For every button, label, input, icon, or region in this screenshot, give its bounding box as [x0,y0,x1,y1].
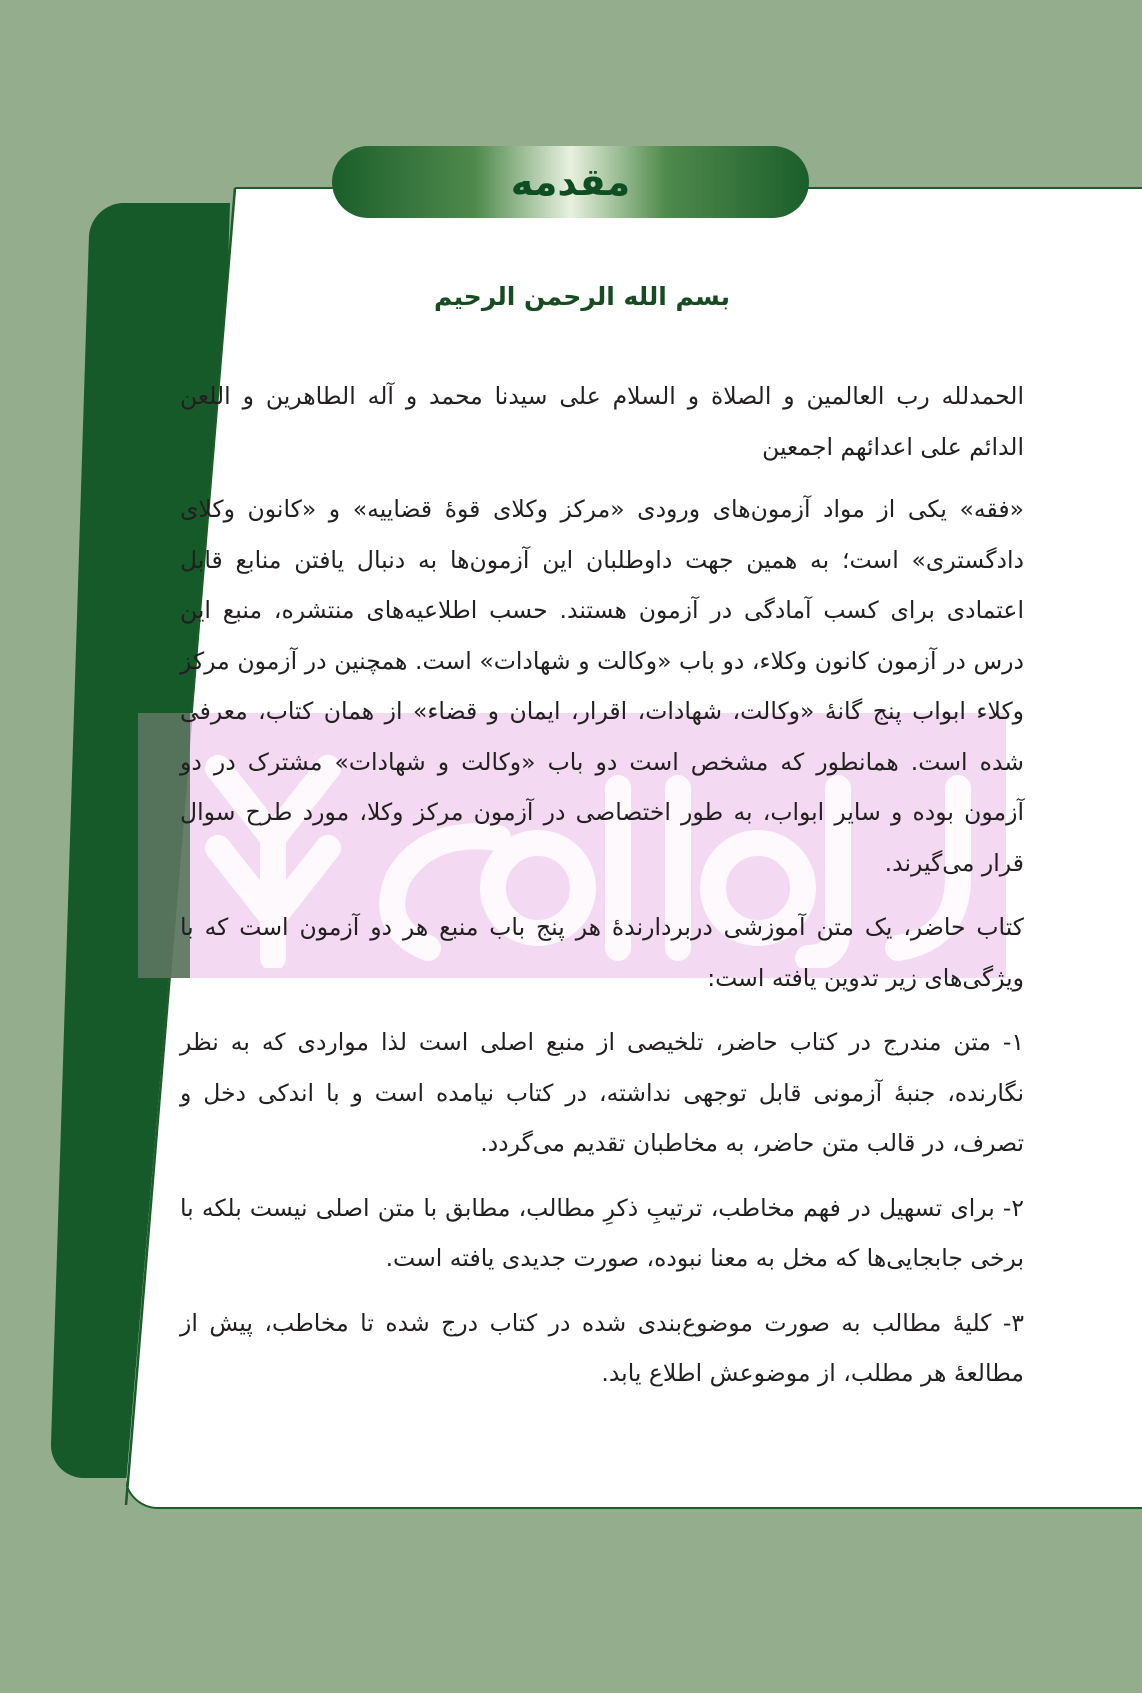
intro-paragraph: «فقه» یکی از مواد آزمون‌های ورودی «مرکز وکلای قوهٔ قضاییه» و «کانون وکلای دادگستری» است؛ به همین جهت داوطلبان این آزمون‌ها به دنبال یافتن منابع قابل اعتمادی برای کسب آمادگی در آزمون هستند. حسب اطلاعیه‌های منتشره، منبع این درس در آزمون کانون وکلاء، دو باب «وکالت و شهادات» است. همچنین در آزمون مرکز وکلاء ابواب پنج گانهٔ «وکالت، شهادات، اقرار، ایمان و قضاء» از همان کتاب، معرفی شده است. همانطور که مشخص است دو باب «وکالت و شهادات» مشترک در دو آزمون بوده و سایر ابواب، به طور اختصاصی در آزمون مرکز وکلا، مورد طرح سوال قرار می‌گیرند. [180,495,1024,877]
basmala-heading: بسم الله الرحمن الرحیم [434,282,730,311]
page-content [180,270,1024,1413]
chapter-title: مقدمه [510,160,631,204]
opening-praise: الحمدلله رب العالمین و الصلاة و السلام علی سیدنا محمد و آله الطاهرین و اللعن الدائم علی اعدائهم اجمعین [180,382,1024,461]
feature-item-1: ۱- متن مندرج در کتاب حاضر، تلخیصی از منبع اصلی است لذا مواردی که به نظر نگارنده، جنبهٔ آزمونی قابل توجهی نداشته، در کتاب نیامده است و با اندکی دخل و تصرف، در قالب متن حاضر، به مخاطبان تقدیم می‌گردد. [180,1028,1024,1157]
feature-item-2: ۲- برای تسهیل در فهم مخاطب، ترتیبِ ذکرِ مطالب، مطابق با متن اصلی نیست بلکه با برخی جابجایی‌ها که مخل به معنا نبوده، صورت جدیدی یافته است. [180,1193,1024,1272]
chapter-title-banner [332,146,809,218]
feature-item-3: ۳- کلیهٔ مطالب به صورت موضوع‌بندی شده در کتاب درج شده تا مخاطب، پیش از مطالعهٔ هر مطلب، از موضوعش اطلاع یابد. [180,1308,1024,1387]
book-description-paragraph: کتاب حاضر، یک متن آموزشی دربردارندهٔ هر پنج باب منبع هر دو آزمون است که با ویژگی‌های زیر تدوین یافته است: [180,913,1024,992]
